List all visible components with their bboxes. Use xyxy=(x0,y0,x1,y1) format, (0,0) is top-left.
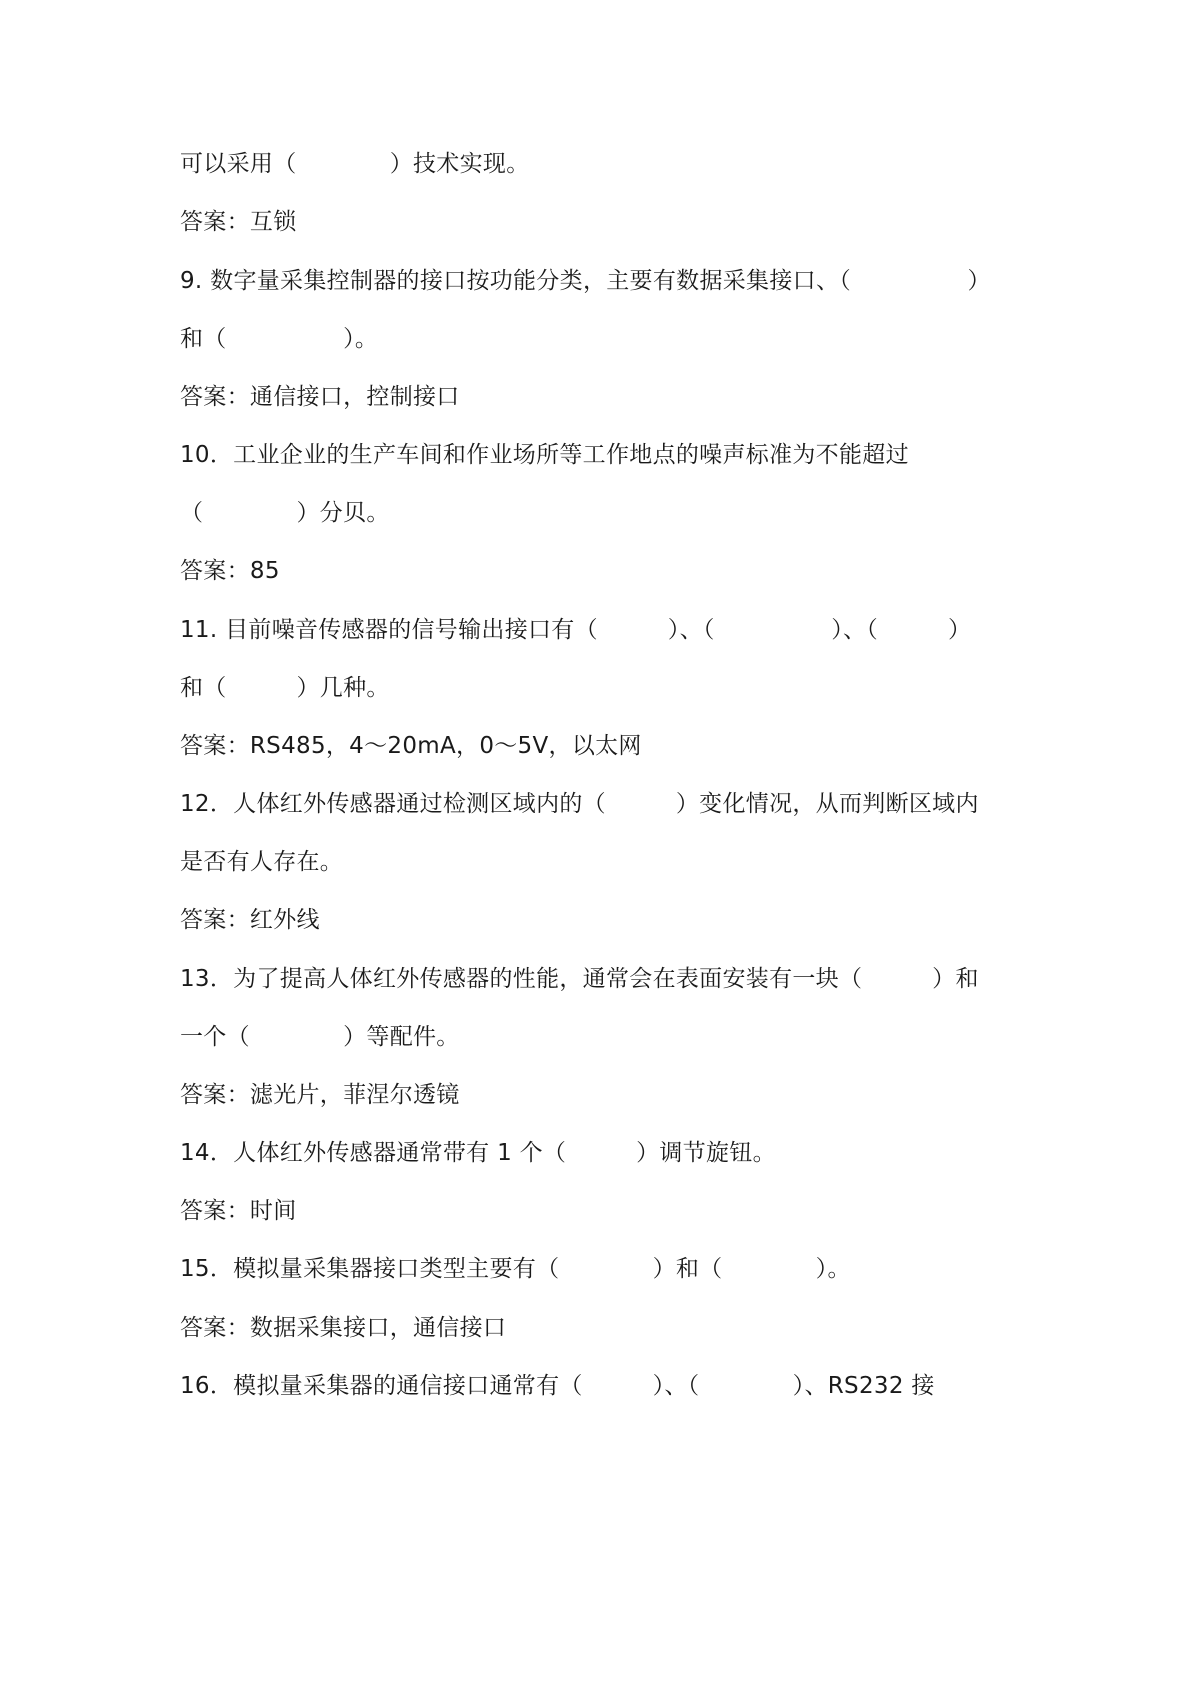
question-text: 12．人体红外传感器通过检测区域内的（ ）变化情况，从而判断区域内 xyxy=(180,791,979,817)
answer-text: 答案：互锁 xyxy=(180,209,297,235)
question-text: 和（ ）几种。 xyxy=(180,675,390,701)
question-text: （ ）分贝。 xyxy=(180,500,390,526)
question-text: 15．模拟量采集器接口类型主要有（ ）和（ ）。 xyxy=(180,1256,851,1282)
answer-text: 答案：85 xyxy=(180,558,280,584)
question-text: 10．工业企业的生产车间和作业场所等工作地点的噪声标准为不能超过 xyxy=(180,442,909,468)
question-text: 一个（ ）等配件。 xyxy=(180,1024,460,1050)
answer-text: 答案：通信接口，控制接口 xyxy=(180,384,460,410)
question-text: 9. 数字量采集控制器的接口按功能分类，主要有数据采集接口、（ ） xyxy=(180,268,991,294)
question-text: 和（ ）。 xyxy=(180,326,379,352)
answer-text: 答案：红外线 xyxy=(180,907,320,933)
question-text: 16．模拟量采集器的通信接口通常有（ ）、（ ）、RS232 接 xyxy=(180,1373,935,1399)
question-text: 是否有人存在。 xyxy=(180,849,344,875)
question-text: 13．为了提高人体红外传感器的性能，通常会在表面安装有一块（ ）和 xyxy=(180,966,979,992)
question-text: 可以采用（ ）技术实现。 xyxy=(180,151,530,177)
answer-text: 答案：数据采集接口，通信接口 xyxy=(180,1315,507,1341)
question-text: 11. 目前噪音传感器的信号输出接口有（ ）、（ ）、（ ） xyxy=(180,617,972,643)
question-text: 14．人体红外传感器通常带有 1 个（ ）调节旋钮。 xyxy=(180,1140,776,1166)
answer-text: 答案：滤光片，菲涅尔透镜 xyxy=(180,1082,460,1108)
answer-text: 答案：时间 xyxy=(180,1198,297,1224)
answer-text: 答案：RS485，4～20mA，0～5V，以太网 xyxy=(180,733,642,759)
